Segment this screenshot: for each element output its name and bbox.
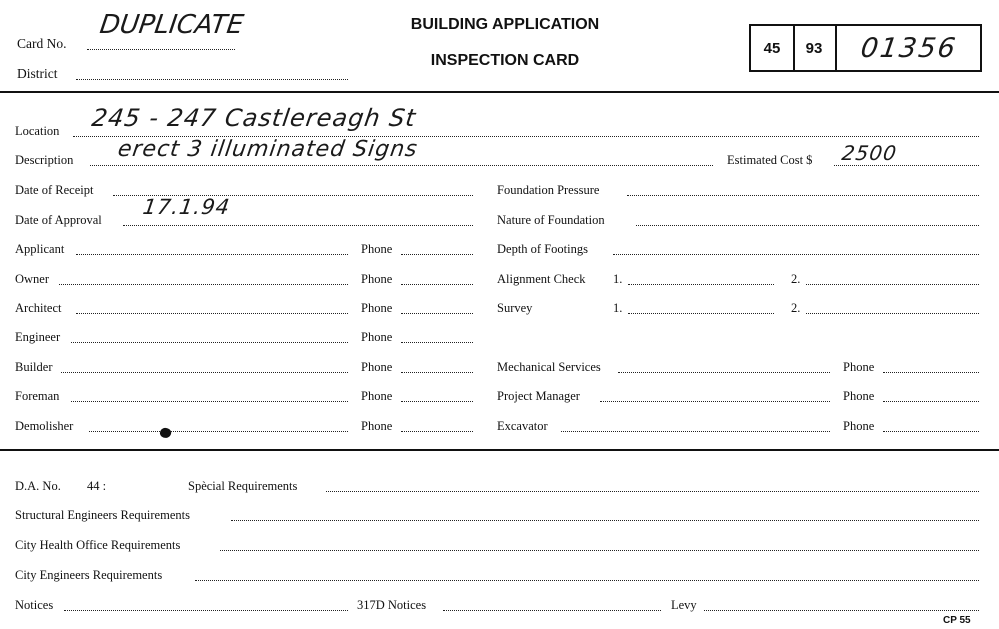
estimated-cost-label: Estimated Cost $ (727, 153, 813, 167)
excavator-label: Excavator (497, 419, 548, 433)
date-of-receipt-label: Date of Receipt (15, 183, 94, 197)
mechanical-services-label: Mechanical Services (497, 360, 601, 374)
engineer-phone-line (401, 342, 473, 343)
estimated-cost-value: 2500 (840, 141, 899, 165)
description-value: erect 3 illuminated Signs (116, 137, 420, 162)
engineer-label: Engineer (15, 330, 61, 344)
alignment-check-num-1: 1. (613, 272, 623, 286)
form-code: CP 55 (943, 615, 971, 626)
demolisher-phone-line (401, 431, 473, 432)
demolisher-line (89, 431, 348, 432)
foreman-phone-line (401, 401, 473, 402)
district-line (76, 79, 348, 80)
depth-of-footings-label: Depth of Footings (497, 242, 588, 256)
alignment-check-label: Alignment Check (497, 272, 586, 286)
survey-num-1: 1. (613, 301, 623, 315)
mechanical-services-line (618, 372, 830, 373)
city-engineers-label: City Engineers Requirements (15, 568, 163, 582)
survey-line-2 (806, 313, 979, 314)
foundation-pressure-line (627, 195, 979, 196)
structural-engineers-line (231, 520, 979, 521)
foreman-line (71, 401, 348, 402)
title-line-1: BUILDING APPLICATION (410, 16, 600, 33)
card-no-value: DUPLICATE (97, 10, 246, 40)
survey-label: Survey (497, 301, 533, 315)
builder-line (61, 372, 348, 373)
foreman-phone-label: Phone (361, 389, 393, 403)
builder-phone-line (401, 372, 473, 373)
applicant-phone-line (401, 254, 473, 255)
ink-blot (159, 426, 173, 439)
alignment-check-num-2: 2. (791, 272, 801, 286)
project-manager-line (600, 401, 830, 402)
excavator-phone-label: Phone (843, 419, 875, 433)
builder-phone-label: Phone (361, 360, 393, 374)
foundation-pressure-label: Foundation Pressure (497, 183, 600, 197)
structural-engineers-label: Structural Engineers Requirements (15, 508, 190, 522)
notices-line (64, 610, 348, 611)
body-divider (0, 449, 999, 451)
project-manager-label: Project Manager (497, 389, 580, 403)
architect-line (76, 313, 348, 314)
project-manager-phone-label: Phone (843, 389, 875, 403)
ref-c: 01356 (858, 32, 959, 64)
nature-of-foundation-label: Nature of Foundation (497, 213, 605, 227)
date-of-approval-label: Date of Approval (15, 213, 102, 227)
notices-317d-label: 317D Notices (357, 598, 427, 612)
ref-cell-a (751, 26, 795, 70)
reference-box (749, 24, 982, 72)
title-line-2: INSPECTION CARD (430, 52, 580, 69)
architect-phone-line (401, 313, 473, 314)
special-requirements-label: Spècial Requirements (188, 479, 298, 493)
ref-a: 45 (763, 39, 781, 57)
description-label: Description (15, 153, 74, 167)
mechanical-services-phone-label: Phone (843, 360, 875, 374)
nature-of-foundation-line (636, 225, 979, 226)
district-label: District (17, 66, 58, 81)
ref-cell-b (793, 26, 837, 70)
location-label: Location (15, 124, 60, 138)
architect-label: Architect (15, 301, 62, 315)
engineer-phone-label: Phone (361, 330, 393, 344)
date-of-approval-value: 17.1.94 (141, 195, 232, 219)
ref-b: 93 (805, 39, 823, 57)
special-requirements-line (326, 491, 979, 492)
applicant-line (76, 254, 348, 255)
owner-phone-line (401, 284, 473, 285)
project-manager-phone-line (883, 401, 979, 402)
city-health-label: City Health Office Requirements (15, 538, 181, 552)
builder-label: Builder (15, 360, 53, 374)
levy-line (704, 610, 979, 611)
owner-label: Owner (15, 272, 50, 286)
card-no-label: Card No. (17, 36, 67, 51)
excavator-line (561, 431, 830, 432)
architect-phone-label: Phone (361, 301, 393, 315)
notices-label: Notices (15, 598, 54, 612)
alignment-check-line-1 (628, 284, 774, 285)
location-value: 245 - 247 Castlereagh St (90, 104, 419, 132)
city-health-line (220, 550, 979, 551)
description-line (90, 165, 713, 166)
demolisher-phone-label: Phone (361, 419, 393, 433)
mechanical-services-phone-line (883, 372, 979, 373)
city-engineers-line (195, 580, 979, 581)
excavator-phone-line (883, 431, 979, 432)
da-no-label: D.A. No. (15, 479, 61, 493)
foreman-label: Foreman (15, 389, 60, 403)
applicant-phone-label: Phone (361, 242, 393, 256)
date-of-approval-line (123, 225, 473, 226)
levy-label: Levy (671, 598, 697, 612)
ref-cell-c (837, 26, 980, 70)
depth-of-footings-line (613, 254, 979, 255)
alignment-check-line-2 (806, 284, 979, 285)
owner-line (59, 284, 348, 285)
estimated-cost-line (834, 165, 979, 166)
survey-num-2: 2. (791, 301, 801, 315)
da-no-value: 44 : (87, 479, 107, 493)
owner-phone-label: Phone (361, 272, 393, 286)
survey-line-1 (628, 313, 774, 314)
card-no-line (87, 49, 235, 50)
applicant-label: Applicant (15, 242, 65, 256)
engineer-line (71, 342, 348, 343)
header-divider (0, 91, 999, 93)
demolisher-label: Demolisher (15, 419, 74, 433)
notices-317d-line (443, 610, 661, 611)
